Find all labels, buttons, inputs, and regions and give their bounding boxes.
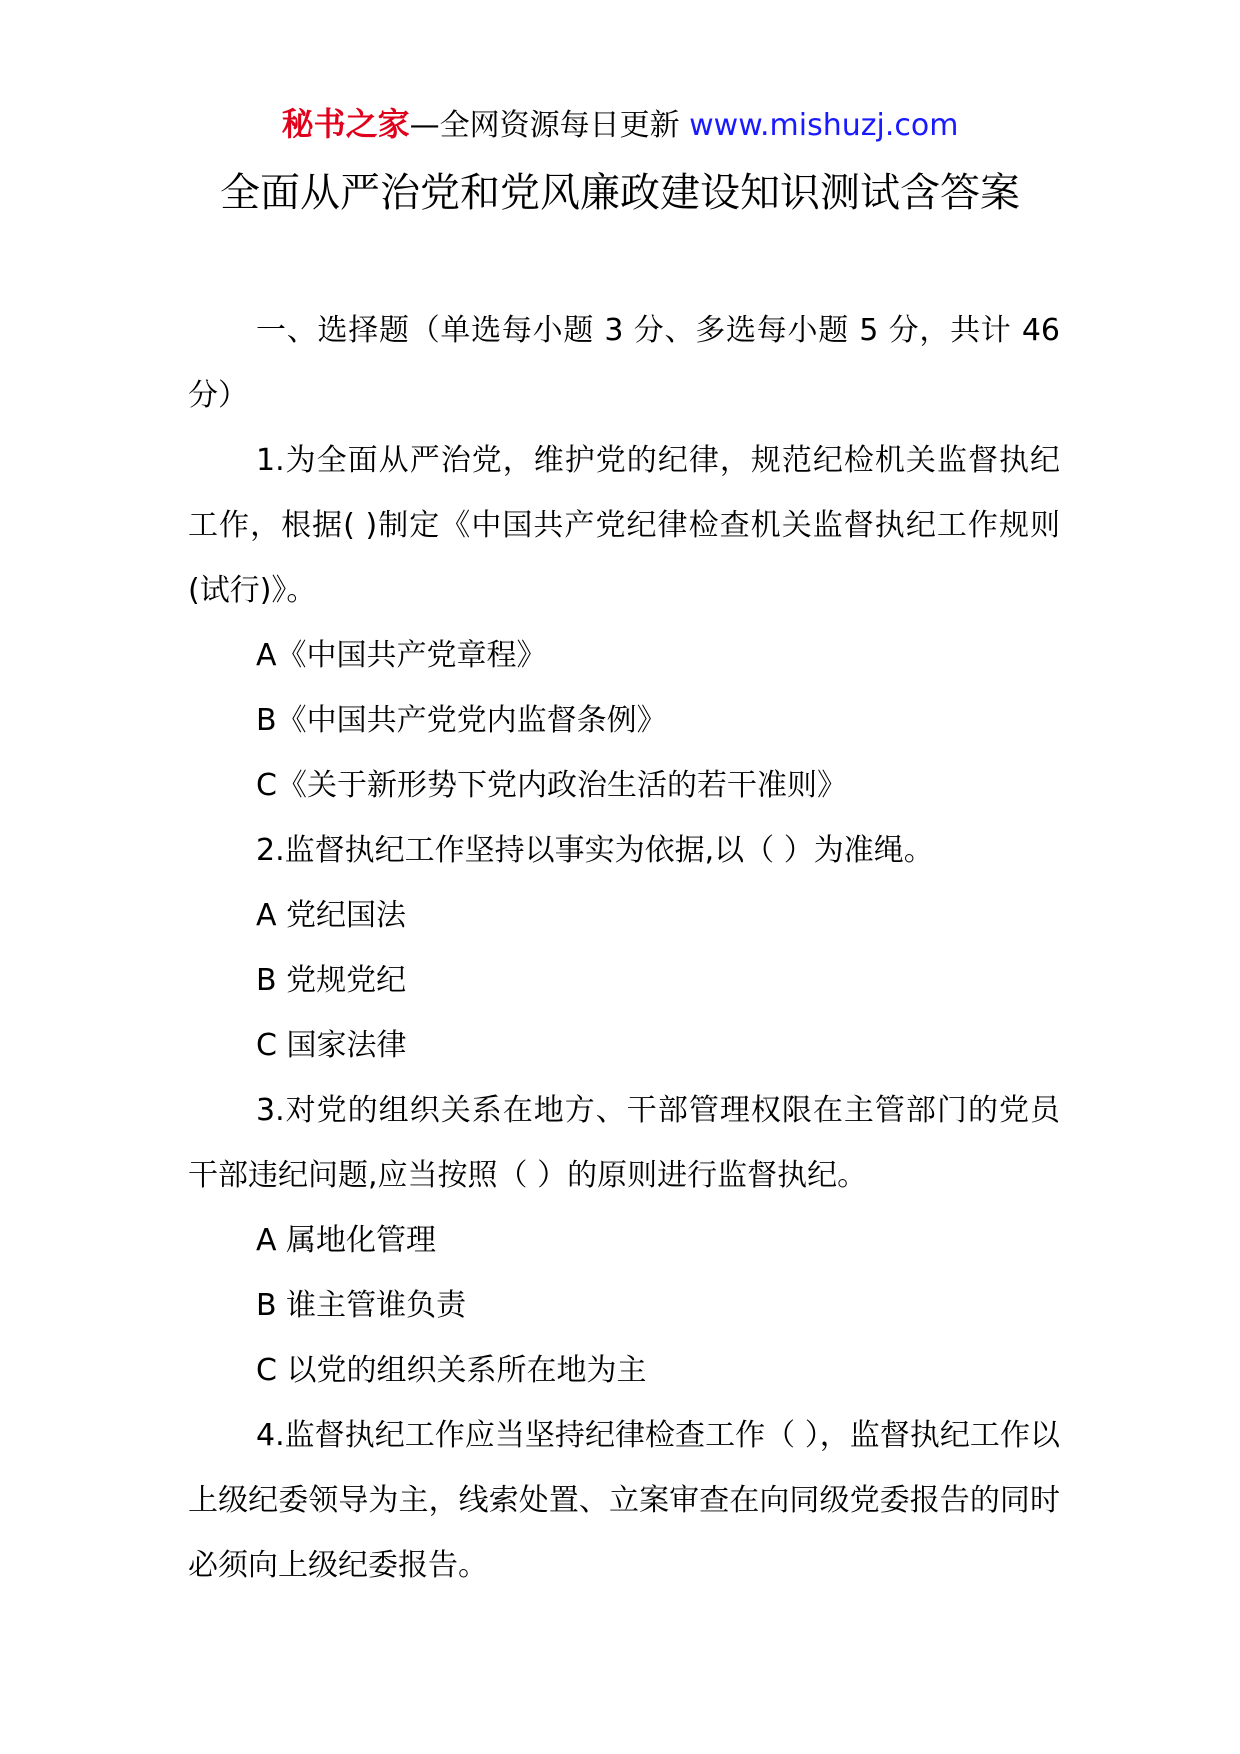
question-2-option-a: A 党纪国法 [256,898,407,933]
question-3-option-a: A 属地化管理 [256,1223,437,1258]
question-2: 2.监督执纪工作坚持以事实为依据,以（ ）为准绳。 [256,833,934,868]
question-3-option-c: C 以党的组织关系所在地为主 [256,1353,647,1388]
section-heading: 一、选择题（单选每小题 3 分、多选每小题 5 分，共计 46 分） [188,313,1060,413]
question-2-option-c: C 国家法律 [256,1028,407,1063]
site-header [0,102,1240,148]
question-1-option-b: B《中国共产党党内监督条例》 [256,703,667,738]
site-url-link[interactable]: www.mishuzj.com [689,108,959,143]
question-3: 3.对党的组织关系在地方、干部管理权限在主管部门的党员干部违纪问题,应当按照（ ）的原则进行监督执纪。 [188,1093,1060,1193]
question-3-option-b: B 谁主管谁负责 [256,1288,467,1323]
question-1-option-a: A《中国共产党章程》 [256,638,547,673]
header-tagline: —全网资源每日更新 [409,108,690,143]
document-body [188,298,1060,1598]
question-2-option-b: B 党规党纪 [256,963,407,998]
question-1-option-c: C《关于新形势下党内政治生活的若干准则》 [256,768,847,803]
question-4: 4.监督执纪工作应当坚持纪律检查工作（ ），监督执纪工作以上级纪委领导为主，线索处置、立案审查在向同级党委报告的同时必须向上级纪委报告。 [188,1418,1060,1583]
brand-name: 秘书之家 [281,105,410,143]
question-1: 1.为全面从严治党，维护党的纪律，规范纪检机关监督执纪工作，根据( )制定《中国共产党纪律检查机关监督执纪工作规则(试行)》。 [188,443,1060,608]
document-title: 全面从严治党和党风廉政建设知识测试含答案 [220,170,1020,216]
